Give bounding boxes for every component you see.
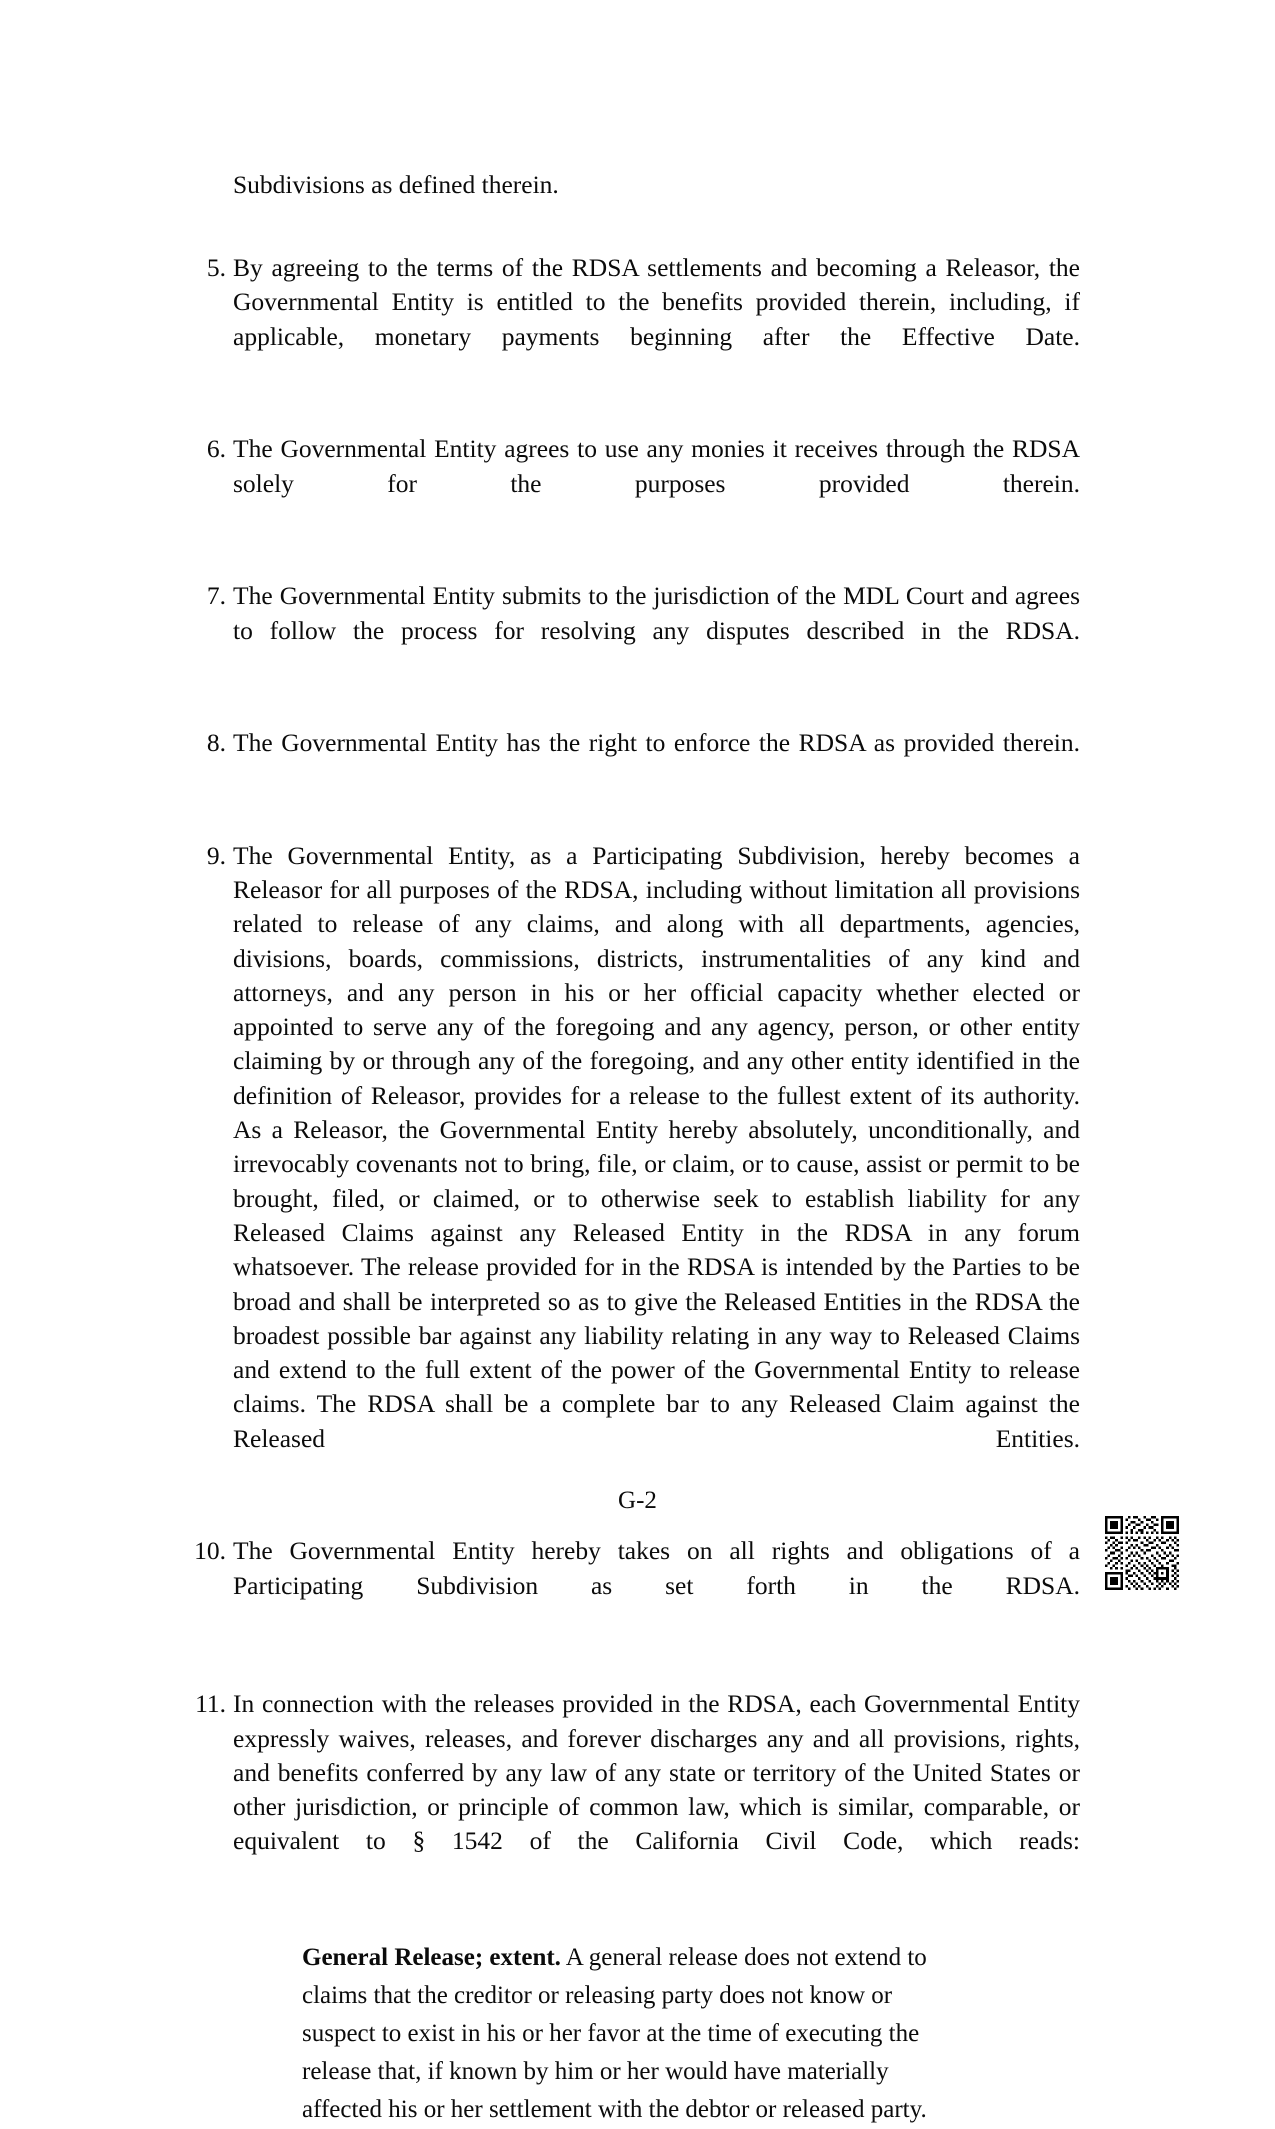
statute-text: A general release does not extend to claims that the creditor or releasing party does not know or suspect to exist in his or her favor at the time of executing the release that, if known by him or her would have materially affected his or her settlement with the debtor or released party. (302, 1944, 927, 2124)
clause-text: The Governmental Entity, as a Participating Subdivision, hereby becomes a Releasor for all purposes of the RDSA, including without limitation all provisions related to release of any claims, and along with all departments, agencies, divisions, boards, commissions, districts, instrumentalities of any kind and attorneys, and any person in his or her official capacity whether elected or appointed to serve any of the foregoing and any agency, person, or other entity claiming by or through any of the foregoing, and any other entity identified in the definition of Releasor, provides for a release to the fullest extent of its authority. As a Releasor, the Governmental Entity hereby absolutely, unconditionally, and irrevocably covenants not to bring, file, or claim, or to cause, assist or permit to be brought, filed, or claimed, or to otherwise seek to establish liability for any Released Claims against any Released Entity in the RDSA in any forum whatsoever. The release provided for in the RDSA is intended by the Parties to be broad and shall be interpreted so as to give the Released Entities in the RDSA the broadest possible bar against any liability relating in any way to Released Claims and extend to the full extent of the power of the Governmental Entity to release claims. The RDSA shall be a complete bar to any Released Claim against the Released Entities. (233, 840, 1080, 1453)
continuation-paragraph: Subdivisions as defined therein. (233, 170, 559, 199)
list-item (196, 579, 1080, 682)
clause-text: The Governmental Entity hereby takes on all rights and obligations of a Participating Subdivision as set forth in the RDSA. (233, 1536, 1080, 1600)
clause-number: 10. (194, 1536, 226, 1566)
statute-heading: General Release; extent. (302, 1944, 561, 1972)
clause-text: By agreeing to the terms of the RDSA settlements and becoming a Releasor, the Governmental Entity is entitled to the benefits provided therein, including, if applicable, monetary payments beginning after the Effective Date. (233, 253, 1080, 351)
numbered-clause-list (196, 251, 1080, 1893)
clause-text: The Governmental Entity has the right to enforce the RDSA as provided therein. (233, 728, 1080, 758)
page-content (196, 168, 1080, 2129)
list-item (196, 726, 1080, 795)
clause-number: 6. (206, 434, 226, 464)
document-stamp-qr-code (1105, 1516, 1179, 1590)
clause-number: 9. (206, 840, 226, 870)
statute-quotation (302, 1939, 962, 2129)
clause-number: 8. (206, 728, 226, 758)
list-item (196, 1534, 1080, 1637)
list-item (196, 839, 1080, 1491)
clause-number: 7. (206, 581, 226, 611)
list-item (196, 1687, 1080, 1893)
page-number: G-2 (618, 1487, 657, 1514)
clause-text: The Governmental Entity submits to the jurisdiction of the MDL Court and agrees to follow the process for resolving any disputes described in the RDSA. (233, 581, 1080, 645)
list-item (196, 251, 1080, 388)
clause-text: The Governmental Entity agrees to use any monies it receives through the RDSA solely for the purposes provided therein. (233, 434, 1080, 498)
clause-number: 11. (195, 1689, 226, 1719)
clause-number: 5. (206, 253, 226, 283)
clause-text: In connection with the releases provided in the RDSA, each Governmental Entity expressly waives, releases, and forever discharges any and all provisions, rights, and benefits conferred by any law of any state or territory of the United States or other jurisdiction, or principle of common law, which is similar, comparable, or equivalent to § 1542 of the California Civil Code, which reads: (233, 1689, 1080, 1856)
list-item (196, 432, 1080, 535)
